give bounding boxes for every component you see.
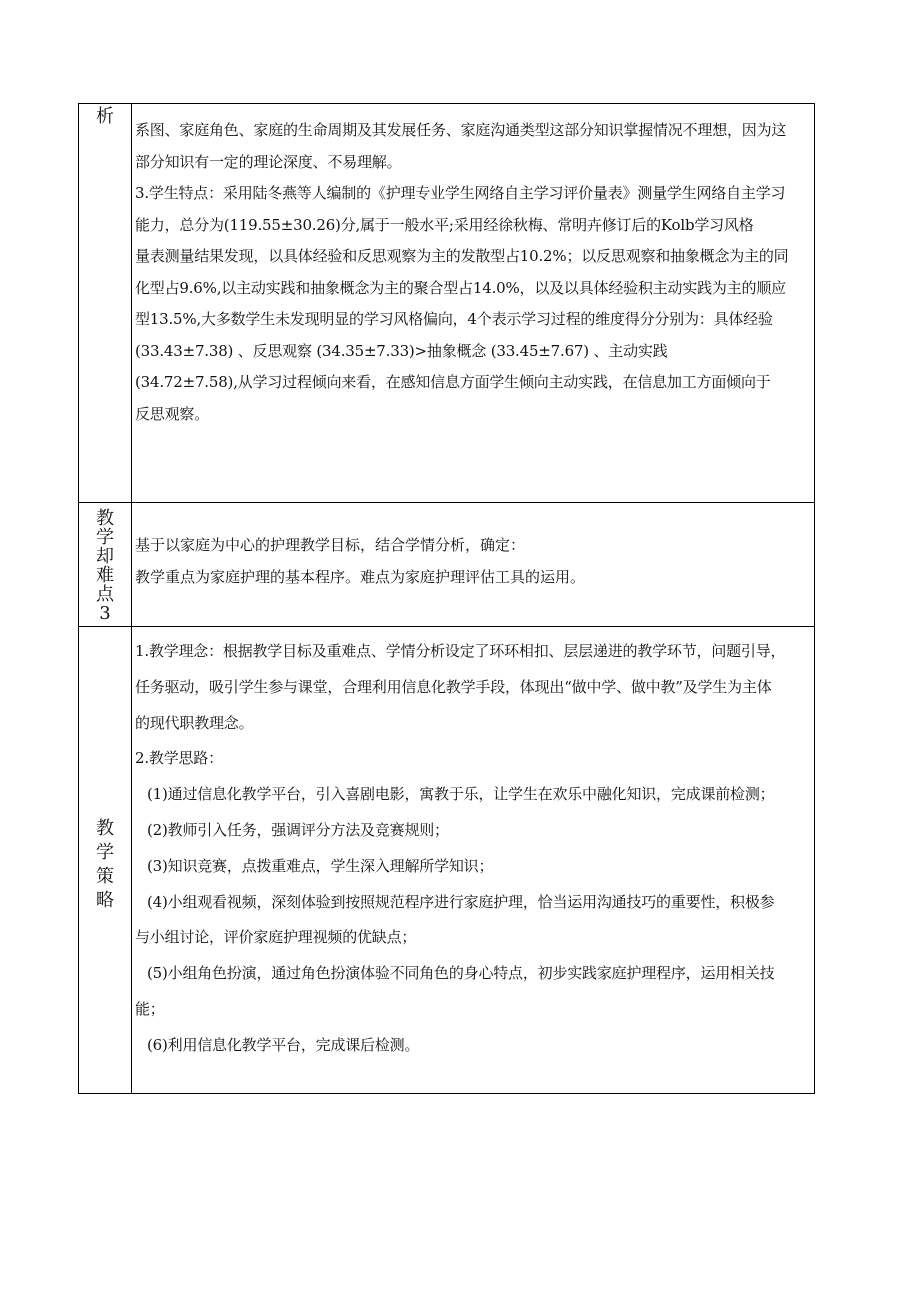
row-label-teaching-strategy (79, 817, 131, 913)
text-line: 任务驱动，吸引学生参与课堂，合理利用信息化教学手段，体现出“做中学、做中教”及学生为主体 (135, 677, 772, 696)
text-line: 量表测量结果发现，以具体经验和反思观察为主的发散型占10.2%；以反思观察和抽象概念为主的同 (135, 247, 789, 265)
text-line: 1.教学理念：根据教学目标及重难点、学情分析设定了环环相扣、层层递进的教学环节，问题引导， (135, 642, 786, 660)
label-char: 学 (96, 527, 114, 548)
label-char: 教 (96, 508, 114, 529)
text-line: (34.72±7.58),从学习过程倾向来看，在感知信息方面学生倾向主动实践，在信息加工方面倾向于 (135, 373, 771, 391)
key-difficult-points-text (135, 530, 808, 593)
label-char: 点 (96, 584, 114, 605)
text-line: 部分知识有一定的理论深度、不易理解。 (135, 152, 402, 171)
label-char: 却 (96, 546, 114, 567)
text-line: (4)小组观看视频，深刻体验到按照规范程序进行家庭护理，恰当运用沟通技巧的重要性，积极参 (147, 892, 775, 911)
row-label-key-difficult-points (79, 509, 131, 623)
label-char: 3 (99, 603, 111, 624)
text-line: 反思观察。 (135, 404, 210, 423)
text-line: 型13.5%,大多数学生未发现明显的学习风格偏向，4个表示学习过程的维度得分分别为：具体经验 (135, 310, 773, 328)
label-char: 策 (96, 866, 114, 887)
teaching-strategy-text (135, 634, 808, 1064)
text-line: 系图、家庭角色、家庭的生命周期及其发展任务、家庭沟通类型这部分知识掌握情况不理想，因为这 (135, 121, 787, 139)
text-line: 基于以家庭为中心的护理教学目标，结合学情分析，确定： (135, 536, 526, 554)
row-divider (79, 626, 814, 627)
row-label-analysis (79, 106, 131, 128)
student-analysis-text (135, 115, 808, 430)
label-char: 教 (96, 818, 114, 839)
text-line: (3)知识竞赛，点拨重难点，学生深入理解所学知识； (147, 856, 494, 875)
text-line: 化型占9.6%,以主动实践和抽象概念为主的聚合型占14.0%，以及以具体经验积主动实践为主的顺应 (135, 278, 786, 297)
text-line: (5)小组角色扮演，通过角色扮演体验不同角色的身心特点，初步实践家庭护理程序，运用相关技 (147, 964, 775, 983)
text-line: (33.43±7.38) 、反思观察 (34.35±7.33)>抽象概念 (33.45±7.67) 、主动实践 (135, 341, 668, 360)
label-char: 略 (96, 890, 114, 911)
label-char: 学 (96, 842, 114, 863)
text-line: (6)利用信息化教学平台，完成课后检测。 (147, 1035, 420, 1054)
text-line: 与小组讨论，评价家庭护理视频的优缺点； (135, 928, 417, 947)
text-line: 3.学生特点：采用陆冬燕等人编制的《护理专业学生网络自主学习评价量表》测量学生网络自主学习 (135, 184, 786, 202)
row-divider (79, 502, 814, 503)
column-divider (131, 104, 132, 1093)
text-line: 教学重点为家庭护理的基本程序。难点为家庭护理评估工具的运用。 (135, 567, 586, 586)
document-table (78, 103, 815, 1094)
text-line: 2.教学思路： (135, 749, 223, 768)
text-line: (1)通过信息化教学平台，引入喜剧电影，寓教于乐，让学生在欢乐中融化知识，完成课前检测； (147, 785, 775, 804)
text-line: 的现代职教理念。 (135, 713, 254, 732)
text-line: (2)教师引入任务，强调评分方法及竞赛规则； (147, 820, 449, 839)
text-line: 能； (135, 999, 165, 1018)
label-char: 难 (96, 565, 114, 586)
label-char: 析 (96, 106, 114, 127)
text-line: 能力，总分为(119.55±30.26)分,属于一般水平;采用经徐秋梅、常明卉修订后的Kolb学习风格 (135, 215, 754, 234)
